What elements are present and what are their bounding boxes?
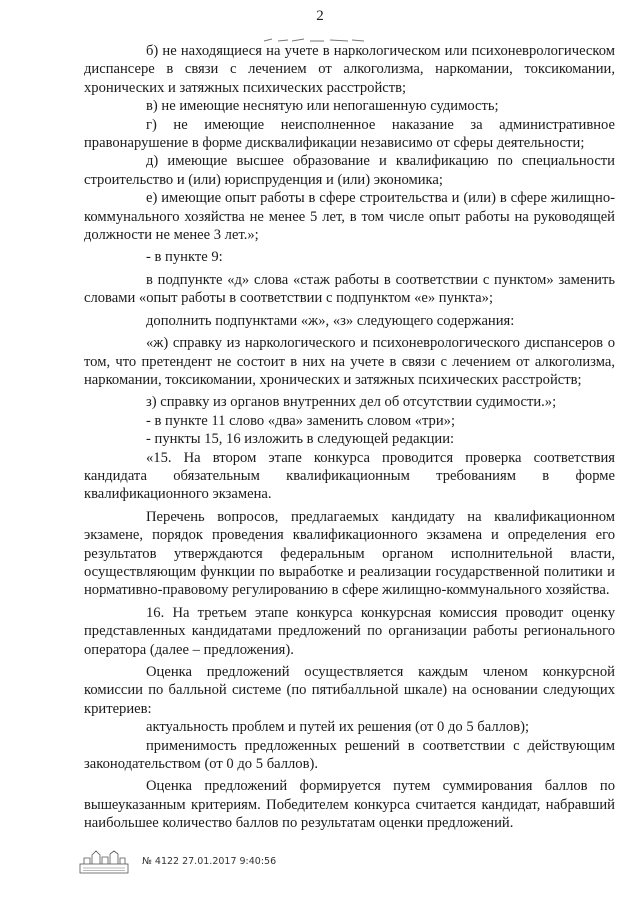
paragraph-subitem-d-replace: в подпункте «д» слова «стаж работы в соответствии с пунктом» заменить словами «опыт работы в соответствии с подпунктом «е» пункта»;	[84, 271, 615, 307]
paragraph-winner: Оценка предложений формируется путем суммирования баллов по вышеуказанным критериям. Победителем конкурса считается кандидат, набравший наибольшее количество баллов по результатам оценки предложений.	[84, 778, 615, 832]
paragraph-d: д) имеющие высшее образование и квалификацию по специальности строительство и (или) юриспруденция и (или) экономика;	[84, 153, 615, 188]
page-number: 2	[316, 8, 324, 24]
paragraph-g: г) не имеющие неисполненное наказание за административное правонарушение в форме дисквалификации независимо от сферы деятельности;	[84, 116, 615, 152]
paragraph-item-9: - в пункте 9:	[146, 249, 223, 266]
paragraph-b: б) не находящиеся на учете в наркологическом или психоневрологическом диспансере в связи с лечением от алкоголизма, наркомании, токсикомании, хронических и затяжных психических расстройств;	[84, 43, 615, 96]
paragraph-15: «15. На втором этапе конкурса проводится проверка соответствия кандидата обязательным квалификационным требованиям в форме квалификационного экзамена.	[84, 449, 615, 503]
paragraph-z: з) справку из органов внутренних дел об отсутствии судимости.»;	[146, 394, 557, 411]
criterion-relevance: актуальность проблем и путей их решения (от 0 до 5 баллов);	[146, 719, 530, 736]
document-body	[84, 42, 615, 833]
paragraph-item-11: - в пункте 11 слово «два» заменить словом «три»;	[146, 412, 456, 429]
paragraph-16: 16. На третьем этапе конкурса конкурсная комиссия проводит оценку представленных кандидатами предложений по организации работы регионального оператора (далее – предложения).	[84, 604, 615, 658]
paragraph-zh: «ж) справку из наркологического и психоневрологического диспансеров о том, что претендент не состоит в них на учете в связи с лечением от алкоголизма, наркомании, токсикомании, хронических и затяжных психических расстройств;	[84, 335, 615, 388]
registration-stamp: № 4122 27.01.2017 9:40:56	[142, 855, 277, 867]
paragraph-items-15-16: - пункты 15, 16 изложить в следующей редакции:	[146, 431, 455, 448]
paragraph-evaluation: Оценка предложений осуществляется каждым членом конкурсной комиссии по балльной системе (по пятибалльной шкале) на основании следующих критериев:	[84, 664, 615, 717]
registration-stamp-icon	[78, 846, 130, 876]
footer	[78, 846, 276, 876]
paragraph-v: в) не имеющие неснятую или непогашенную судимость;	[146, 98, 499, 115]
criterion-applicability: применимость предложенных решений в соответствии с действующим законодательством (от 0 до 5 баллов).	[84, 737, 615, 773]
paragraph-e: е) имеющие опыт работы в сфере строительства и (или) в сфере жилищно-коммунального хозяйства не менее 5 лет, в том числе опыт работы на руководящей должности не менее 3 лет.»;	[84, 190, 615, 244]
paragraph-add-subitems: дополнить подпунктами «ж», «з» следующего содержания:	[146, 312, 515, 329]
paragraph-exam-questions: Перечень вопросов, предлагаемых кандидату на квалификационном экзамене, порядок проведения квалификационного экзамена и определения его результатов утверждаются федеральным органом исполнительной власти, осуществляющим функции по выработке и реализации государственной политики и нормативно-правовому регулированию в сфере жилищно-коммунального хозяйства.	[84, 508, 615, 599]
